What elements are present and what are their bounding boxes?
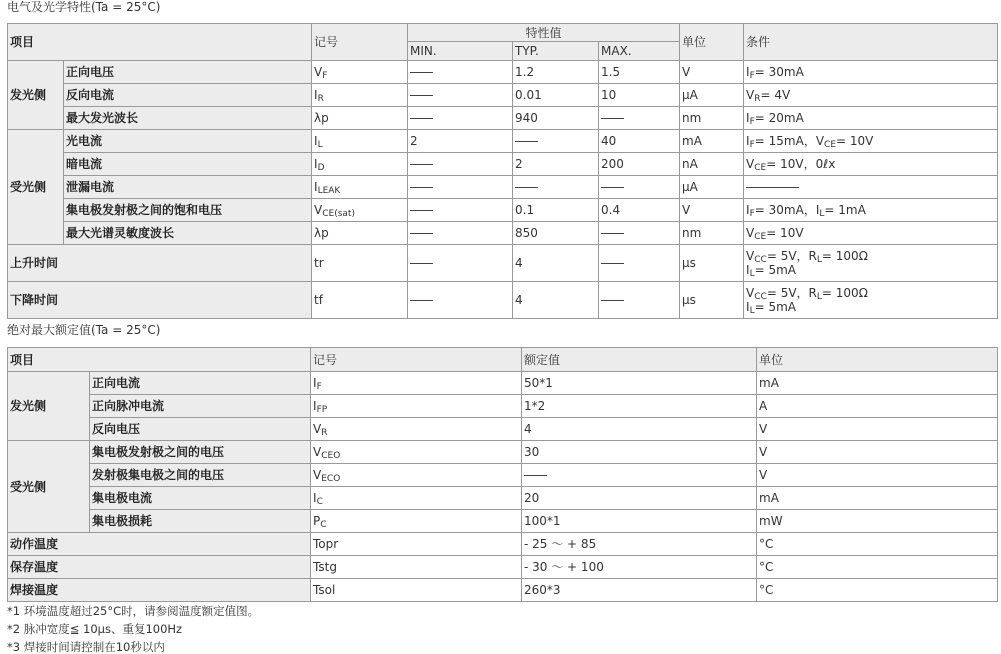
dash-mark [410, 118, 433, 119]
symbol-cell: λp [312, 222, 408, 245]
symbol-cell: $I_{FP}$ [311, 395, 522, 418]
dash-mark [410, 210, 433, 211]
rating-cell: 260*3 [522, 579, 757, 602]
dash-mark [515, 187, 538, 188]
typ-cell: 850 [513, 222, 599, 245]
header-item: 项目 [8, 348, 311, 372]
max-cell: 0.4 [599, 199, 680, 222]
condition-line: $V_{CC}= 5V$，$R_L= 100\Omega$ [746, 249, 868, 265]
unit-cell: °C [757, 556, 998, 579]
min-cell [408, 245, 513, 282]
table-row [8, 556, 998, 579]
typ-cell [513, 130, 599, 153]
symbol-cell: Topr [311, 533, 522, 556]
unit-cell: V [757, 464, 998, 487]
condition-cell: $I_F= 20mA$ [744, 107, 998, 130]
param-name: 反向电压 [90, 418, 311, 441]
header-symbol: 记号 [312, 24, 408, 61]
unit-cell: V [757, 418, 998, 441]
rating-cell: 1*2 [522, 395, 757, 418]
min-cell: 2 [408, 130, 513, 153]
group-label-soldering-temp: 焊接温度 [8, 579, 311, 602]
header-characteristic-values: 特性值 [408, 24, 680, 42]
dash-mark [601, 187, 624, 188]
condition-cell: $I_F= 15mA$，$V_{CE}= 10V$ [744, 130, 998, 153]
dash-mark [410, 263, 433, 264]
min-cell [408, 84, 513, 107]
table-row [8, 61, 998, 84]
header-item: 项目 [8, 24, 312, 61]
symbol-cell: $I_L$ [312, 130, 408, 153]
table-row [8, 199, 998, 222]
condition-cell: $V_R= 4V$ [744, 84, 998, 107]
condition-cell [744, 176, 998, 199]
typ-cell: 4 [513, 245, 599, 282]
table-row [8, 533, 998, 556]
condition-cell [744, 282, 998, 319]
symbol-cell: $V_{ECO}$ [311, 464, 522, 487]
min-cell [408, 107, 513, 130]
group-label-emitter: 发光侧 [8, 372, 90, 441]
symbol-cell: $V_R$ [311, 418, 522, 441]
typ-cell: 2 [513, 153, 599, 176]
unit-cell: nm [680, 222, 744, 245]
electro-optical-table [7, 23, 998, 319]
condition-line: $I_L= 5mA$ [746, 300, 797, 316]
condition-line: $V_{CC}= 5V$，$R_L= 100\Omega$ [746, 286, 868, 302]
min-cell [408, 222, 513, 245]
unit-cell: A [757, 395, 998, 418]
symbol-cell: $P_C$ [311, 510, 522, 533]
table-row [8, 222, 998, 245]
param-name: 反向电流 [64, 84, 312, 107]
symbol-cell: $I_F$ [311, 372, 522, 395]
max-cell: 10 [599, 84, 680, 107]
max-cell: 200 [599, 153, 680, 176]
dash-mark [410, 95, 433, 96]
symbol-cell: $I_C$ [311, 487, 522, 510]
rating-cell: 30 [522, 441, 757, 464]
group-label-storage-temp: 保存温度 [8, 556, 311, 579]
typ-cell: 4 [513, 282, 599, 319]
condition-cell [744, 245, 998, 282]
symbol-cell: $I_R$ [312, 84, 408, 107]
max-cell: 40 [599, 130, 680, 153]
dash-mark [410, 187, 433, 188]
symbol-cell: tr [312, 245, 408, 282]
rating-cell [522, 464, 757, 487]
table-row [8, 579, 998, 602]
max-cell [599, 245, 680, 282]
table-row [8, 395, 998, 418]
table-row [8, 107, 998, 130]
param-name: 光电流 [64, 130, 312, 153]
unit-cell: nm [680, 107, 744, 130]
rating-cell: - 30 ～ + 100 [522, 556, 757, 579]
table-row [8, 176, 998, 199]
table-row [8, 510, 998, 533]
rating-cell: 100*1 [522, 510, 757, 533]
unit-cell: nA [680, 153, 744, 176]
symbol-cell: Tsol [311, 579, 522, 602]
header-max: MAX. [599, 42, 680, 61]
typ-cell: 0.01 [513, 84, 599, 107]
dash-mark [601, 300, 624, 301]
table-row [8, 418, 998, 441]
max-cell [599, 107, 680, 130]
group-label-operating-temp: 动作温度 [8, 533, 311, 556]
unit-cell: μs [680, 282, 744, 319]
table-row [8, 441, 998, 464]
typ-cell: 0.1 [513, 199, 599, 222]
group-label-receiver: 受光侧 [8, 130, 64, 245]
min-cell [408, 176, 513, 199]
unit-cell: mW [757, 510, 998, 533]
group-label-fall-time: 下降时间 [8, 282, 312, 319]
dash-mark [410, 300, 433, 301]
footnote-1: *1 环境温度超过25°C时，请参阅温度额定值图。 [7, 604, 260, 618]
unit-cell: V [680, 61, 744, 84]
header-unit: 单位 [757, 348, 998, 372]
dash-mark [410, 72, 433, 73]
param-name: 集电极电流 [90, 487, 311, 510]
condition-cell: $V_{CE}= 10V$，0ℓx [744, 153, 998, 176]
dash-mark [601, 233, 624, 234]
footnote-3: *3 焊接时间请控制在10秒以内 [7, 640, 165, 654]
dash-mark [601, 263, 624, 264]
param-name: 暗电流 [64, 153, 312, 176]
unit-cell: μA [680, 84, 744, 107]
header-symbol: 记号 [311, 348, 522, 372]
symbol-cell: Tstg [311, 556, 522, 579]
symbol-cell: $I_D$ [312, 153, 408, 176]
unit-cell: μA [680, 176, 744, 199]
condition-cell: $I_F= 30mA$ [744, 61, 998, 84]
param-name: 正向电流 [90, 372, 311, 395]
symbol-cell: $I_{LEAK}$ [312, 176, 408, 199]
dash-mark [410, 164, 433, 165]
table-row [8, 153, 998, 176]
rating-cell: 4 [522, 418, 757, 441]
header-unit: 单位 [680, 24, 744, 61]
dash-mark [746, 187, 799, 188]
param-name: 发射极集电极之间的电压 [90, 464, 311, 487]
rating-cell: 20 [522, 487, 757, 510]
max-cell [599, 176, 680, 199]
unit-cell: μs [680, 245, 744, 282]
section-caption-electro-optical: 电气及光学特性(Ta = 25°C) [7, 0, 161, 14]
condition-cell: $I_F= 30mA$，$I_L= 1mA$ [744, 199, 998, 222]
min-cell [408, 282, 513, 319]
symbol-cell: λp [312, 107, 408, 130]
dash-mark [601, 118, 624, 119]
unit-cell: mA [680, 130, 744, 153]
group-label-rise-time: 上升时间 [8, 245, 312, 282]
symbol-cell: $V_{CE(sat)}$ [312, 199, 408, 222]
param-name: 集电极发射极之间的电压 [90, 441, 311, 464]
param-name: 正向电压 [64, 61, 312, 84]
param-name: 泄漏电流 [64, 176, 312, 199]
table-row [8, 282, 998, 319]
unit-cell: °C [757, 533, 998, 556]
table-row [8, 464, 998, 487]
footnote-2: *2 脉冲宽度≦ 10μs、重复100Hz [7, 622, 183, 636]
group-label-receiver: 受光侧 [8, 441, 90, 533]
min-cell [408, 153, 513, 176]
symbol-cell: $V_F$ [312, 61, 408, 84]
unit-cell: mA [757, 372, 998, 395]
max-cell [599, 282, 680, 319]
table-row [8, 84, 998, 107]
typ-cell: 940 [513, 107, 599, 130]
param-name: 最大光谱灵敏度波长 [64, 222, 312, 245]
section-caption-absolute-max: 绝对最大额定值(Ta = 25°C) [7, 323, 161, 337]
condition-cell: $V_{CE}= 10V$ [744, 222, 998, 245]
rating-cell: 50*1 [522, 372, 757, 395]
header-min: MIN. [408, 42, 513, 61]
symbol-cell: $V_{CEO}$ [311, 441, 522, 464]
rating-cell: - 25 ～ + 85 [522, 533, 757, 556]
symbol-cell: tf [312, 282, 408, 319]
header-condition: 条件 [744, 24, 998, 61]
param-name: 正向脉冲电流 [90, 395, 311, 418]
param-name: 集电极损耗 [90, 510, 311, 533]
typ-cell: 1.2 [513, 61, 599, 84]
table-row [8, 487, 998, 510]
param-name: 最大发光波长 [64, 107, 312, 130]
unit-cell: V [757, 441, 998, 464]
group-label-emitter: 发光侧 [8, 61, 64, 130]
header-typ: TYP. [513, 42, 599, 61]
dash-mark [410, 233, 433, 234]
dash-mark [524, 475, 547, 476]
unit-cell: mA [757, 487, 998, 510]
min-cell [408, 61, 513, 84]
header-rating: 额定值 [522, 348, 757, 372]
max-cell [599, 222, 680, 245]
table-row [8, 245, 998, 282]
unit-cell: V [680, 199, 744, 222]
table-row [8, 372, 998, 395]
param-name: 集电极发射极之间的饱和电压 [64, 199, 312, 222]
max-cell: 1.5 [599, 61, 680, 84]
absolute-max-table [7, 347, 998, 602]
typ-cell [513, 176, 599, 199]
condition-line: $I_L= 5mA$ [746, 263, 797, 279]
min-cell [408, 199, 513, 222]
table-row [8, 130, 998, 153]
dash-mark [515, 141, 538, 142]
unit-cell: °C [757, 579, 998, 602]
